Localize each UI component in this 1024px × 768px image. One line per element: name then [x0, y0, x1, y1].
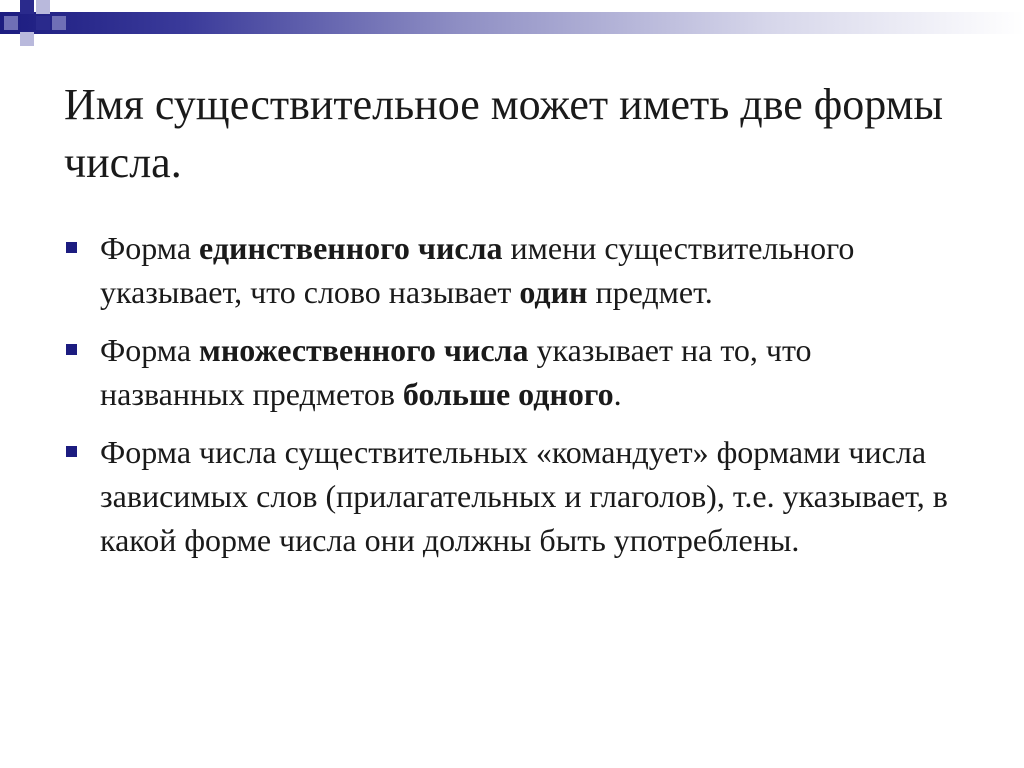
bullet-item: Форма числа существительных «командует» формами числа зависимых слов (прилагательных и глаголов), т.е. указывает, в какой форме числа они должны быть употреблены.: [64, 430, 964, 562]
bullet-list: [64, 226, 964, 576]
slide-title: Имя существительное может иметь две формы числа.: [64, 80, 944, 187]
square-bullet-icon: [66, 446, 77, 457]
bullet-item: Форма единственного числа имени существительного указывает, что слово называет один предмет.: [64, 226, 964, 314]
square-bullet-icon: [66, 242, 77, 253]
square-bullet-icon: [66, 344, 77, 355]
decorative-top-band: [0, 12, 1024, 34]
bullet-item: Форма множественного числа указывает на то, что названных предметов больше одного.: [64, 328, 964, 416]
